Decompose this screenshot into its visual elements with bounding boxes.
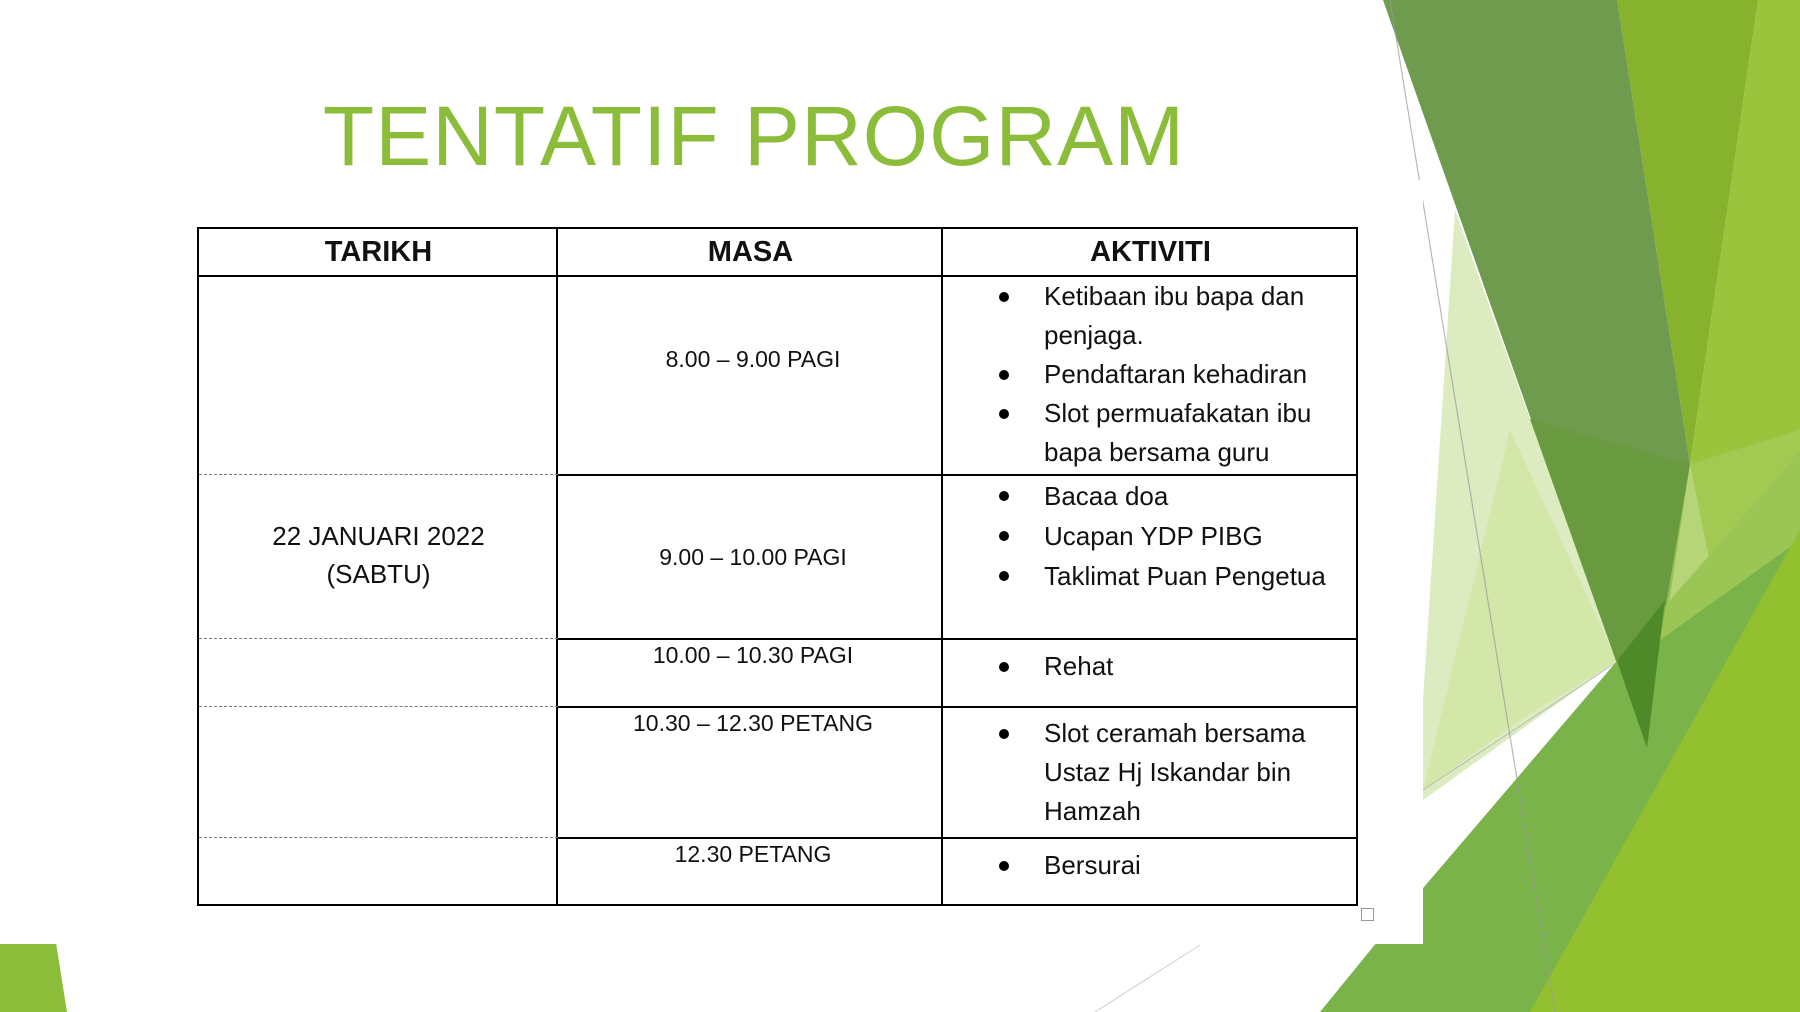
list-item: Bersurai — [999, 846, 1359, 885]
row-divider — [558, 837, 1356, 839]
aktiviti-list — [999, 846, 1359, 885]
masa-cell: 8.00 – 9.00 PAGI — [665, 346, 841, 372]
header-masa: MASA — [707, 236, 794, 268]
dashed-divider — [199, 638, 558, 639]
table-resize-handle[interactable] — [1361, 908, 1374, 921]
masa-cell: 10.30 – 12.30 PETANG — [633, 710, 873, 736]
row-divider — [558, 706, 1356, 708]
masa-cell: 10.00 – 10.30 PAGI — [652, 642, 854, 668]
list-item: Slot ceramah bersama Ustaz Hj Iskandar bin Hamzah — [999, 714, 1359, 831]
slide-title: TENTATIF PROGRAM — [322, 89, 1186, 183]
aktiviti-list — [999, 647, 1359, 686]
dashed-divider — [199, 474, 558, 475]
list-item: Bacaa doa — [999, 476, 1359, 516]
row-divider — [558, 638, 1356, 640]
aktiviti-list — [999, 476, 1359, 596]
program-table[interactable] — [197, 227, 1358, 906]
header-aktiviti: AKTIVITI — [1090, 236, 1211, 268]
dashed-divider — [199, 837, 558, 838]
aktiviti-list — [999, 714, 1359, 831]
dashed-divider — [199, 706, 558, 707]
date-cell — [199, 517, 558, 593]
thin-line — [1095, 945, 1200, 1012]
date-text: 22 JANUARI 2022 — [272, 521, 485, 551]
list-item: Rehat — [999, 647, 1359, 686]
list-item: Slot permuafakatan ibu bapa bersama guru — [999, 394, 1359, 472]
day-text: (SABTU) — [326, 559, 431, 589]
list-item: Ketibaan ibu bapa dan penjaga. — [999, 277, 1359, 355]
masa-cell: 9.00 – 10.00 PAGI — [659, 544, 847, 570]
list-item: Pendaftaran kehadiran — [999, 355, 1359, 394]
masa-cell: 12.30 PETANG — [674, 841, 832, 867]
list-item: Taklimat Puan Pengetua — [999, 556, 1359, 596]
list-item: Ucapan YDP PIBG — [999, 516, 1359, 556]
header-tarikh: TARIKH — [324, 236, 433, 268]
aktiviti-list — [999, 277, 1359, 472]
